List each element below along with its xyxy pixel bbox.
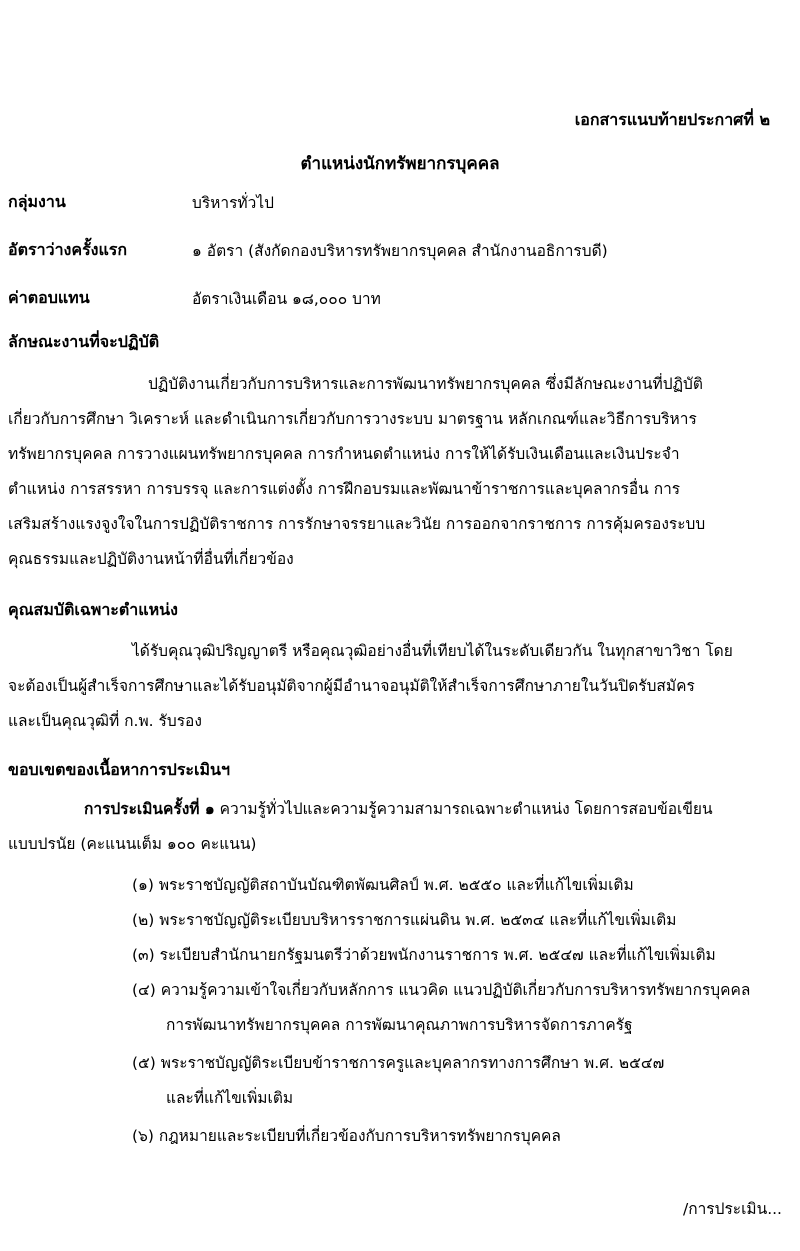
- document-title: ตำแหน่งนักทรัพยากรบุคคล: [300, 154, 500, 174]
- scope-item-4-cont: การพัฒนาทรัพยากรบุคคล การพัฒนาคุณภาพการบริหารจัดการภาครัฐ: [166, 1016, 633, 1034]
- qualification-line: และเป็นคุณวุฒิที่ ก.พ. รับรอง: [8, 712, 202, 730]
- qualifications-heading: คุณสมบัติเฉพาะตำแหน่ง: [8, 600, 178, 619]
- scope-item-1: (๑) พระราชบัญญัติสถาบันบัณฑิตพัฒนศิลป์ พ.ศ. ๒๕๕๐ และที่แก้ไขเพิ่มเติม: [132, 876, 634, 894]
- group-value: บริหารทั่วไป: [192, 194, 274, 212]
- salary-label: ค่าตอบแทน: [8, 288, 90, 307]
- scope-item-4: (๔) ความรู้ความเข้าใจเกี่ยวกับหลักการ แนวคิด แนวปฏิบัติเกี่ยวกับการบริหารทรัพยากรบุคคล: [132, 981, 751, 999]
- scope-item-5-cont: และที่แก้ไขเพิ่มเติม: [166, 1089, 294, 1107]
- scope-item-6: (๖) กฎหมายและระเบียบที่เกี่ยวข้องกับการบริหารทรัพยากรบุคคล: [132, 1127, 561, 1145]
- round-one-line: [84, 796, 713, 821]
- vacancy-value: ๑ อัตรา (สังกัดกองบริหารทรัพยากรบุคคล สำนักงานอธิการบดี): [192, 242, 608, 260]
- group-label: กลุ่มงาน: [8, 192, 66, 211]
- vacancy-label: อัตราว่างครั้งแรก: [8, 240, 128, 259]
- round-one-text-cont: แบบปรนัย (คะแนนเต็ม ๑๐๐ คะแนน): [8, 835, 257, 853]
- continued-marker: /การประเมิน...: [682, 1200, 782, 1218]
- duties-line: เกี่ยวกับการศึกษา วิเคราะห์ และดำเนินการเกี่ยวกับการวางระบบ มาตรฐาน หลักเกณฑ์และวิธีการบริหาร: [8, 410, 697, 428]
- salary-value: อัตราเงินเดือน ๑๘,๐๐๐ บาท: [192, 290, 381, 308]
- attachment-label: เอกสารแนบท้ายประกาศที่ ๒: [574, 110, 770, 129]
- scope-item-3: (๓) ระเบียบสำนักนายกรัฐมนตรีว่าด้วยพนักงานราชการ พ.ศ. ๒๕๔๗ และที่แก้ไขเพิ่มเติม: [132, 946, 716, 964]
- scope-item-5: (๕) พระราชบัญญัติระเบียบข้าราชการครูและบุคลากรทางการศึกษา พ.ศ. ๒๕๔๗: [132, 1054, 665, 1072]
- qualification-line: ได้รับคุณวุฒิปริญญาตรี หรือคุณวุฒิอย่างอื่นที่เทียบได้ในระดับเดียวกัน ในทุกสาขาวิชา โดย: [132, 642, 733, 660]
- scope-heading: ขอบเขตของเนื้อหาการประเมินฯ: [8, 760, 230, 779]
- scope-item-2: (๒) พระราชบัญญัติระเบียบบริหารราชการแผ่นดิน พ.ศ. ๒๕๓๔ และที่แก้ไขเพิ่มเติม: [132, 911, 677, 929]
- duties-line: ปฏิบัติงานเกี่ยวกับการบริหารและการพัฒนาทรัพยากรบุคคล ซึ่งมีลักษณะงานที่ปฏิบัติ: [148, 375, 703, 393]
- round-one-label: การประเมินครั้งที่ ๑: [84, 800, 215, 818]
- round-one-text: ความรู้ทั่วไปและความรู้ความสามารถเฉพาะตำแหน่ง โดยการสอบข้อเขียน: [214, 800, 713, 818]
- duties-line: ทรัพยากรบุคคล การวางแผนทรัพยากรบุคคล การกำหนดตำแหน่ง การให้ได้รับเงินเดือนและเงินประจำ: [8, 445, 680, 463]
- duties-line: ตำแหน่ง การสรรหา การบรรจุ และการแต่งตั้ง การฝึกอบรมและพัฒนาข้าราชการและบุคลากรอื่น การ: [8, 480, 681, 498]
- qualification-line: จะต้องเป็นผู้สำเร็จการศึกษาและได้รับอนุมัติจากผู้มีอำนาจอนุมัติให้สำเร็จการศึกษาภายในวันปิดรับสมัคร: [8, 677, 695, 695]
- duties-heading: ลักษณะงานที่จะปฏิบัติ: [8, 332, 160, 351]
- duties-line: คุณธรรมและปฏิบัติงานหน้าที่อื่นที่เกี่ยวข้อง: [8, 550, 294, 568]
- duties-line: เสริมสร้างแรงจูงใจในการปฏิบัติราชการ การรักษาจรรยาและวินัย การออกจากราชการ การคุ้มครองระบบ: [8, 515, 706, 533]
